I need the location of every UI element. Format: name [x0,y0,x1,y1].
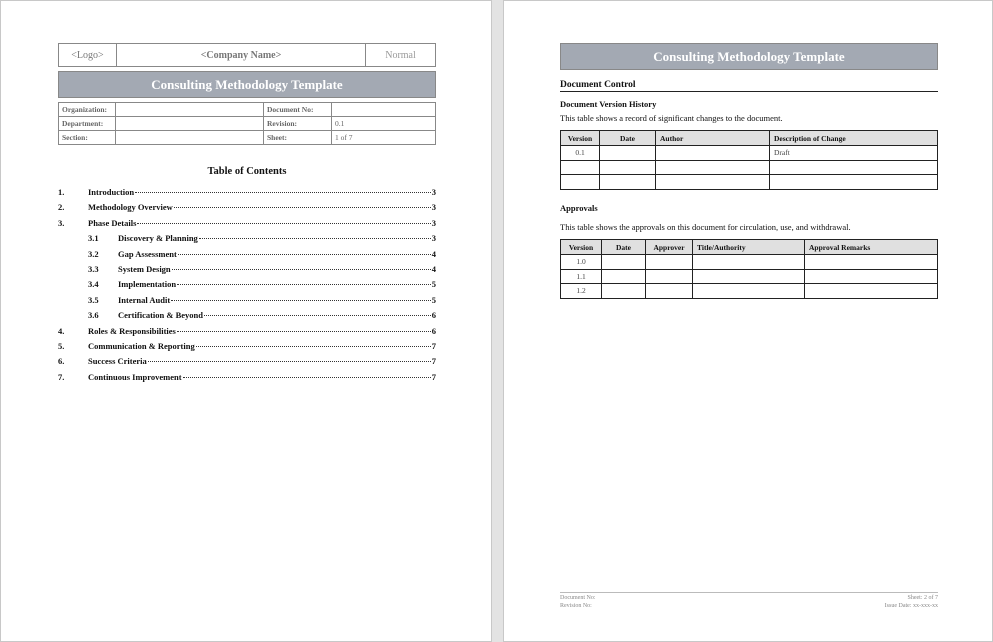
table-cell[interactable] [561,160,600,175]
table-cell[interactable] [646,255,693,270]
toc-entry-title: Communication & Reporting [88,340,195,351]
toc-entry[interactable] [58,326,436,341]
info-value [116,131,264,145]
toc-leader-dots [178,254,431,255]
page-gutter [492,0,503,642]
info-label: Section: [59,131,116,145]
approvals-heading: Approvals [560,203,598,213]
table-cell[interactable]: 1.2 [561,284,602,299]
table-cell[interactable] [600,146,656,161]
toc-entry-title: System Design [118,263,171,274]
toc-entry-page: 7 [431,356,436,367]
page2-title-band: Consulting Methodology Template [560,43,938,70]
footer-document-no: Document No: [560,595,596,601]
toc-entry-page: 7 [431,371,436,382]
toc-entry-number: 3.4 [88,279,99,290]
info-label: Organization: [59,103,116,117]
document-control-heading: Document Control [560,80,938,92]
toc-entry-page: 6 [431,325,436,336]
toc-entry-title: Internal Audit [118,294,171,305]
toc-entry-page: 5 [431,279,436,290]
document-page-2 [503,0,993,642]
company-name-placeholder: <Company Name> [117,44,366,67]
toc-entry-page: 7 [431,340,436,351]
table-cell[interactable]: 0.1 [561,146,600,161]
info-label: Revision: [264,117,332,131]
column-header: Date [602,240,646,255]
info-label: Department: [59,117,116,131]
info-row [59,131,436,145]
toc-entry[interactable] [58,341,436,356]
info-value [116,117,264,131]
header-logo-table [58,43,436,67]
toc-entry[interactable] [58,233,436,248]
toc-leader-dots [204,315,431,316]
table-cell[interactable] [805,269,938,284]
toc-entry-number: 3.5 [88,294,99,305]
table-header-row [561,240,938,255]
footer-revision-no: Revision No: [560,603,592,609]
document-title-band: Consulting Methodology Template [58,71,436,98]
table-cell[interactable] [602,269,646,284]
table-cell[interactable] [602,255,646,270]
toc-entry-page: 3 [431,217,436,228]
toc-leader-dots [177,284,431,285]
toc-entry-number: 5. [58,340,65,351]
toc-leader-dots [135,192,431,193]
info-value [116,103,264,117]
table-cell[interactable]: 1.0 [561,255,602,270]
table-row [561,175,938,190]
column-header: Version [561,131,600,146]
toc-entry[interactable] [58,187,436,202]
toc-leader-dots [137,223,430,224]
table-row [561,255,938,270]
table-header-row [561,131,938,146]
toc-leader-dots [148,361,431,362]
table-cell[interactable] [600,175,656,190]
toc-entry-title: Gap Assessment [118,248,177,259]
toc-entry-page: 3 [431,202,436,213]
version-history-table [560,130,938,190]
toc-entry-page: 6 [431,310,436,321]
toc-leader-dots [171,300,431,301]
toc-entry-page: 4 [431,263,436,274]
version-history-description: This table shows a record of significant changes to the document. [560,113,783,123]
table-of-contents [58,187,436,387]
toc-entry-page: 3 [431,233,436,244]
toc-entry[interactable] [58,295,436,310]
toc-entry-number: 7. [58,371,65,382]
toc-entry[interactable] [58,202,436,217]
table-cell[interactable] [770,175,938,190]
footer-issue-date: Issue Date: xx-xxx-xx [884,603,938,609]
toc-entry-page: 5 [431,294,436,305]
toc-entry[interactable] [58,279,436,294]
toc-entry[interactable] [58,249,436,264]
info-row [59,103,436,117]
info-label: Document No: [264,103,332,117]
toc-entry-number: 4. [58,325,65,336]
toc-entry-number: 3.1 [88,233,99,244]
toc-entry-title: Certification & Beyond [118,310,203,321]
toc-leader-dots [196,346,431,347]
toc-entry-number: 3.3 [88,263,99,274]
toc-entry-number: 2. [58,202,65,213]
table-cell[interactable] [805,284,938,299]
toc-leader-dots [174,207,431,208]
toc-entry-number: 3.6 [88,310,99,321]
column-header: Approval Remarks [805,240,938,255]
table-cell[interactable] [656,160,770,175]
toc-entry-title: Discovery & Planning [118,233,198,244]
table-row [561,146,938,161]
toc-entry-title: Roles & Responsibilities [88,325,176,336]
table-cell[interactable] [693,269,805,284]
table-cell[interactable] [561,175,600,190]
toc-entry-page: 3 [431,187,436,197]
toc-leader-dots [199,238,431,239]
toc-entry-title: Introduction [88,187,135,197]
page-footer [560,592,938,611]
document-page-1 [0,0,492,642]
toc-leader-dots [172,269,431,270]
toc-leader-dots [177,331,431,332]
table-cell[interactable] [646,284,693,299]
toc-entry-title: Continuous Improvement [88,371,182,382]
toc-entry[interactable] [58,218,436,233]
toc-entry-title: Methodology Overview [88,202,173,213]
table-cell[interactable] [600,160,656,175]
toc-entry[interactable] [58,264,436,279]
column-header: Author [656,131,770,146]
toc-entry-title: Implementation [118,279,177,290]
table-cell[interactable] [656,146,770,161]
table-cell[interactable] [693,255,805,270]
info-label: Sheet: [264,131,332,145]
info-value [332,103,436,117]
table-cell[interactable] [656,175,770,190]
toc-entry-title: Success Criteria [88,356,147,367]
table-cell[interactable] [693,284,805,299]
toc-entry[interactable] [58,372,436,387]
document-info-table [58,102,436,145]
toc-entry-title: Phase Details [88,217,137,228]
version-history-heading: Document Version History [560,99,657,109]
table-row [561,160,938,175]
table-cell[interactable]: 1.1 [561,269,602,284]
toc-entry-number: 1. [58,187,65,197]
table-cell[interactable] [646,269,693,284]
document-header [58,43,436,145]
column-header: Version [561,240,602,255]
logo-placeholder: <Logo> [59,44,117,67]
info-row [59,117,436,131]
column-header: Date [600,131,656,146]
style-label: Normal [366,44,436,67]
toc-entry-number: 3. [58,217,65,228]
table-row [561,284,938,299]
approvals-table [560,239,938,299]
toc-entry[interactable] [58,356,436,371]
column-header: Description of Change [770,131,938,146]
toc-title: Table of Contents [207,166,287,177]
toc-entry-number: 3.2 [88,248,99,259]
column-header: Approver [646,240,693,255]
table-cell[interactable] [805,255,938,270]
toc-entry-number: 6. [58,356,65,367]
column-header: Title/Authority [693,240,805,255]
toc-leader-dots [183,377,431,378]
toc-entry[interactable] [58,310,436,325]
approvals-description: This table shows the approvals on this document for circulation, use, and withdrawal. [560,222,851,232]
table-row [561,269,938,284]
table-cell[interactable] [602,284,646,299]
info-value: 0.1 [332,117,436,131]
table-cell[interactable] [770,160,938,175]
footer-sheet: Sheet: 2 of 7 [907,595,938,601]
table-cell[interactable]: Draft [770,146,938,161]
info-value: 1 of 7 [332,131,436,145]
toc-entry-page: 4 [431,248,436,259]
